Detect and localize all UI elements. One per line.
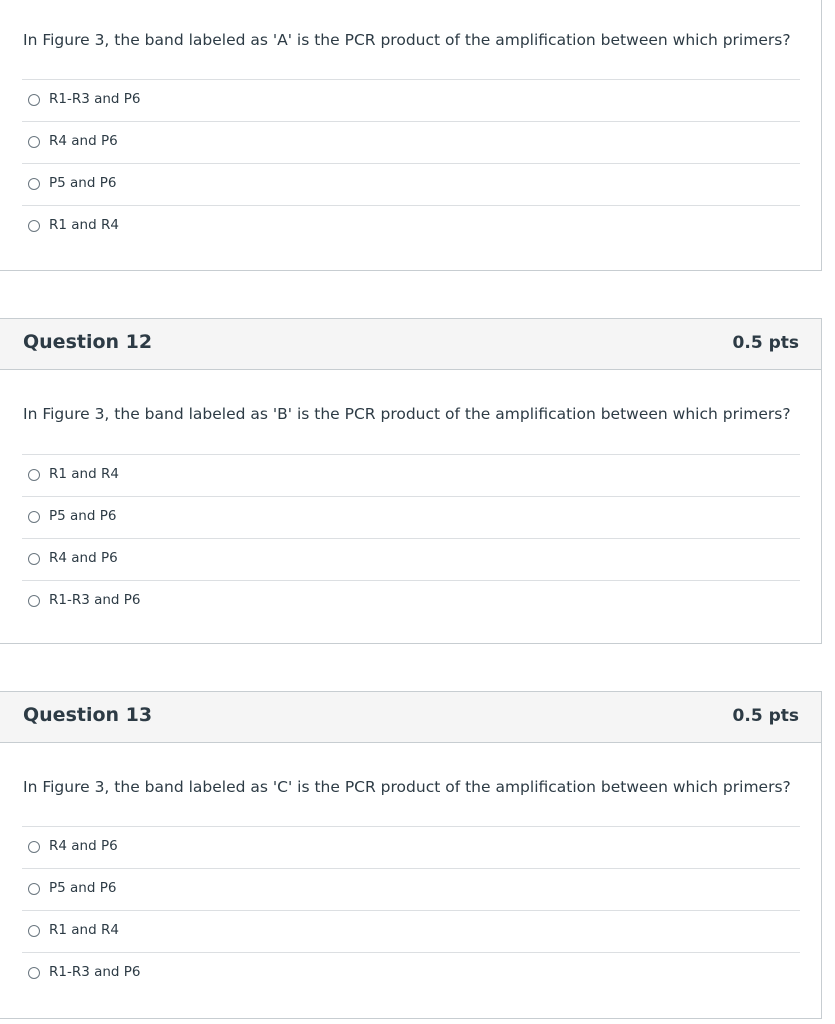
question-title: Question 12 — [23, 331, 153, 353]
radio-button[interactable] — [28, 967, 40, 979]
question-card-11 — [0, 0, 822, 271]
answer-label: P5 and P6 — [49, 880, 117, 896]
radio-button[interactable] — [28, 220, 40, 232]
radio-button[interactable] — [28, 511, 40, 523]
answer-option[interactable] — [22, 952, 800, 994]
answer-option[interactable] — [22, 496, 800, 538]
question-text: In Figure 3, the band labeled as 'B' is the PCR product of the amplification between which primers? — [23, 405, 791, 423]
radio-button[interactable] — [28, 883, 40, 895]
question-header — [0, 319, 821, 370]
answer-label: P5 and P6 — [49, 175, 117, 191]
answer-option[interactable] — [22, 910, 800, 952]
radio-button[interactable] — [28, 841, 40, 853]
radio-button[interactable] — [28, 178, 40, 190]
answer-list — [22, 79, 800, 247]
question-text: In Figure 3, the band labeled as 'A' is the PCR product of the amplification between which primers? — [23, 31, 791, 49]
answer-option[interactable] — [22, 826, 800, 868]
answer-label: P5 and P6 — [49, 508, 117, 524]
question-title: Question 13 — [23, 704, 153, 726]
answer-option[interactable] — [22, 538, 800, 580]
question-card-12 — [0, 318, 822, 644]
answer-option[interactable] — [22, 205, 800, 247]
radio-button[interactable] — [28, 925, 40, 937]
answer-list — [22, 454, 800, 622]
answer-label: R1-R3 and P6 — [49, 964, 141, 980]
answer-option[interactable] — [22, 163, 800, 205]
radio-button[interactable] — [28, 595, 40, 607]
radio-button[interactable] — [28, 469, 40, 481]
question-text: In Figure 3, the band labeled as 'C' is the PCR product of the amplification between which primers? — [23, 778, 791, 796]
answer-label: R4 and P6 — [49, 133, 118, 149]
answer-list — [22, 826, 800, 994]
radio-button[interactable] — [28, 553, 40, 565]
question-points: 0.5 pts — [732, 333, 799, 353]
answer-label: R4 and P6 — [49, 550, 118, 566]
answer-option[interactable] — [22, 121, 800, 163]
question-card-13 — [0, 691, 822, 1019]
answer-option[interactable] — [22, 580, 800, 622]
answer-label: R4 and P6 — [49, 838, 118, 854]
answer-label: R1 and R4 — [49, 922, 119, 938]
radio-button[interactable] — [28, 94, 40, 106]
answer-option[interactable] — [22, 868, 800, 910]
question-points: 0.5 pts — [732, 706, 799, 726]
answer-label: R1-R3 and P6 — [49, 592, 141, 608]
answer-label: R1 and R4 — [49, 217, 119, 233]
answer-option[interactable] — [22, 454, 800, 496]
answer-label: R1-R3 and P6 — [49, 91, 141, 107]
radio-button[interactable] — [28, 136, 40, 148]
answer-label: R1 and R4 — [49, 466, 119, 482]
question-header — [0, 692, 821, 743]
answer-option[interactable] — [22, 79, 800, 121]
